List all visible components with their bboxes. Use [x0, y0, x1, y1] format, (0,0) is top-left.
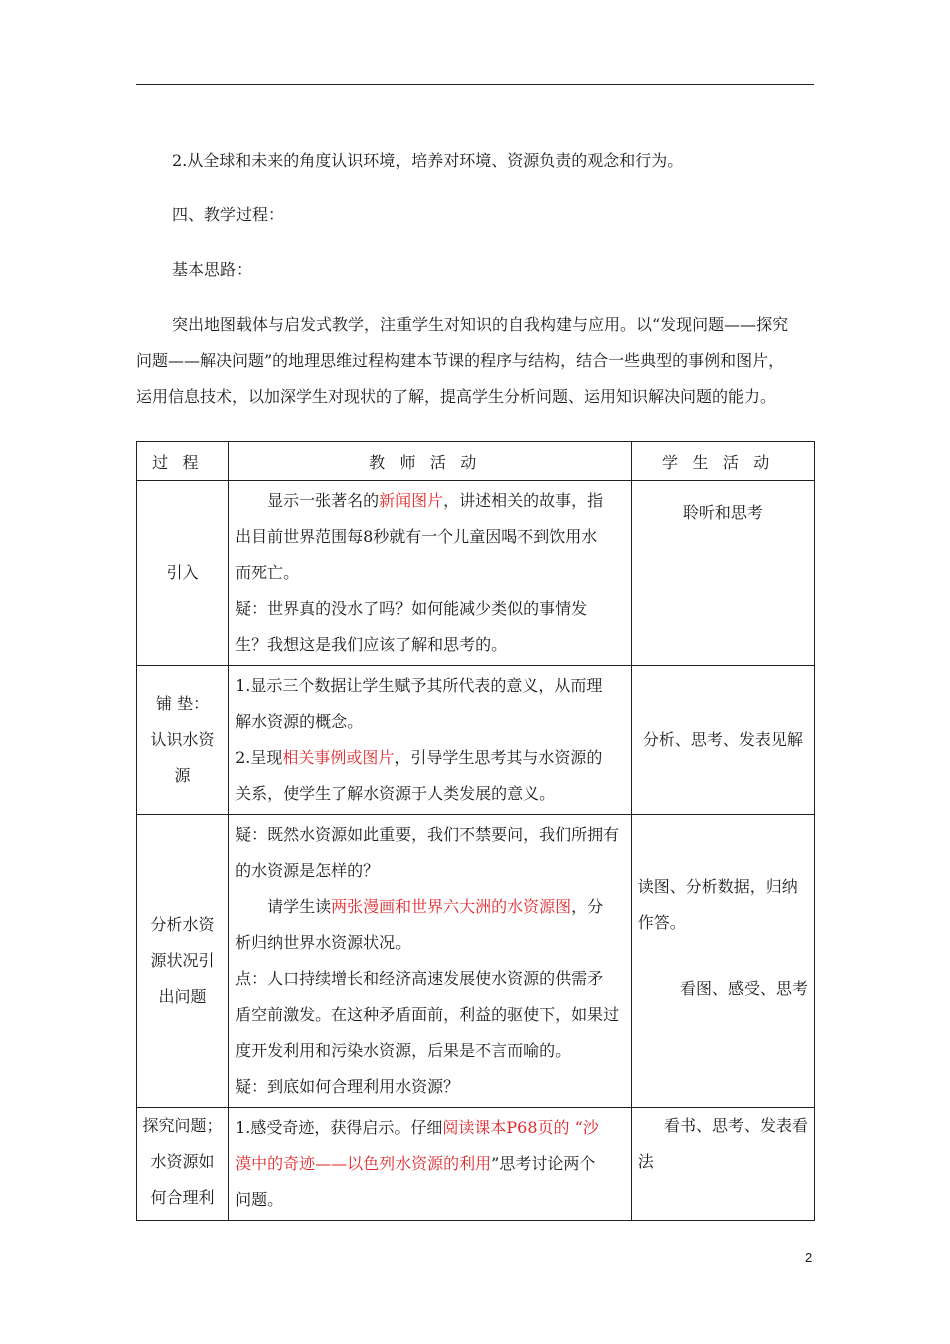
- process-label: 源状况引: [150, 951, 215, 970]
- process-label: 源: [174, 766, 191, 785]
- subheading: 基本思路：: [172, 260, 253, 279]
- teacher-line: [235, 889, 627, 925]
- text-run: ”思考讨论两个: [491, 1154, 596, 1173]
- process-cell: [137, 481, 229, 666]
- highlight-text: 相关事例或图片: [282, 748, 395, 767]
- paragraph-line: 突出地图载体与启发式教学，注重学生对知识的自我构建与应用。以“发现问题——探究: [172, 315, 789, 334]
- text-run: 请学生读: [267, 897, 332, 916]
- teacher-cell: [229, 815, 632, 1108]
- student-line: 看图、感受、思考: [679, 979, 808, 998]
- teacher-cell: [229, 1108, 632, 1221]
- teacher-line: [235, 1146, 627, 1182]
- teacher-line: 生？我想这是我们应该了解和思考的。: [235, 635, 508, 654]
- text-run: 1.感受奇迹，获得启示。仔细: [235, 1118, 443, 1137]
- teacher-cell: [229, 666, 632, 815]
- page-number: 2: [805, 1250, 813, 1265]
- student-line: 聆听和思考: [682, 503, 763, 522]
- teacher-line: [235, 483, 627, 519]
- student-cell: [631, 815, 814, 1108]
- highlight-text: 新闻图片: [379, 491, 444, 510]
- teacher-line: 出目前世界范围每8秒就有一个儿童因喝不到饮用水: [235, 527, 598, 546]
- process-label: 探究问题；: [142, 1116, 223, 1135]
- process-label: 出问题: [158, 987, 207, 1006]
- teacher-line: 度开发利用和污染水资源，后果是不言而喻的。: [235, 1041, 572, 1060]
- teacher-line: 关系，使学生了解水资源于人类发展的意义。: [235, 784, 556, 803]
- teaching-process-table: [136, 441, 815, 1221]
- process-label: 铺 垫：: [156, 694, 210, 713]
- process-label: 水资源如: [150, 1152, 215, 1171]
- paragraph-line: 运用信息技术，以加深学生对现状的了解，提高学生分析问题、运用知识解决问题的能力。: [136, 387, 777, 406]
- header-student: 学生活动: [631, 442, 814, 481]
- approach-paragraph: [136, 307, 814, 415]
- text-run: ，讲述相关的故事，指: [443, 491, 604, 510]
- header-teacher: 教师活动: [229, 442, 632, 481]
- process-label: 何合理利: [150, 1188, 215, 1207]
- teacher-line: 疑：到底如何合理利用水资源？: [235, 1077, 460, 1096]
- process-cell: [137, 666, 229, 815]
- process-label: 认识水资: [150, 730, 215, 749]
- teacher-line: 疑：既然水资源如此重要，我们不禁要问，我们所拥有: [235, 825, 620, 844]
- teacher-line: 问题。: [235, 1190, 284, 1209]
- process-cell: [137, 815, 229, 1108]
- highlight-text: 阅读课本P68页的 “沙: [442, 1118, 599, 1137]
- process-label: 引入: [166, 563, 199, 582]
- student-line: 分析、思考、发表见解: [642, 730, 803, 749]
- teacher-line: 疑：世界真的没水了吗？如何能减少类似的事情发: [235, 599, 588, 618]
- table-row: [137, 815, 815, 1108]
- highlight-text: 两张漫画和世界六大洲的水资源图: [331, 897, 572, 916]
- table-header-row: [137, 442, 815, 481]
- student-line: 作答。: [637, 913, 686, 932]
- teacher-line: 1.显示三个数据让学生赋予其所代表的意义，从而理: [235, 676, 603, 695]
- table-row: [137, 1108, 815, 1221]
- process-label: 分析水资: [150, 915, 215, 934]
- table-row: [137, 666, 815, 815]
- teacher-line: 而死亡。: [235, 563, 300, 582]
- text-run: ，引导学生思考其与水资源的: [394, 748, 603, 767]
- text-run: ，分: [571, 897, 604, 916]
- header-process: 过程: [137, 442, 229, 481]
- teacher-cell: [229, 481, 632, 666]
- teacher-line: 析归纳世界水资源状况。: [235, 933, 412, 952]
- section-heading: 四、教学过程：: [172, 205, 285, 224]
- highlight-text: 漠中的奇迹——以色列水资源的利用: [235, 1154, 492, 1173]
- teacher-line: [235, 740, 627, 776]
- text-run: 显示一张著名的: [267, 491, 380, 510]
- student-line: 法: [637, 1152, 654, 1171]
- header-rule: [136, 84, 814, 85]
- paragraph-line: 问题——解决问题”的地理思维过程构建本节课的程序与结构，结合一些典型的事例和图片，: [136, 351, 785, 370]
- text-run: 2.呈现: [235, 748, 283, 767]
- teacher-line: 解水资源的概念。: [235, 712, 364, 731]
- student-line: 读图、分析数据，归纳: [637, 877, 798, 896]
- teacher-line: 盾空前激发。在这种矛盾面前，利益的驱使下，如果过: [235, 1005, 620, 1024]
- process-cell: [137, 1108, 229, 1221]
- student-cell: [631, 481, 814, 666]
- teacher-line: 的水资源是怎样的？: [235, 861, 380, 880]
- objective-paragraph: 2.从全球和未来的角度认识环境，培养对环境、资源负责的观念和行为。: [172, 151, 684, 170]
- student-cell: [631, 666, 814, 815]
- student-line: 看书、思考、发表看: [663, 1116, 808, 1135]
- student-cell: [631, 1108, 814, 1221]
- teacher-line: [235, 1110, 627, 1146]
- table-row: [137, 481, 815, 666]
- teacher-line: 点：人口持续增长和经济高速发展使水资源的供需矛: [235, 969, 604, 988]
